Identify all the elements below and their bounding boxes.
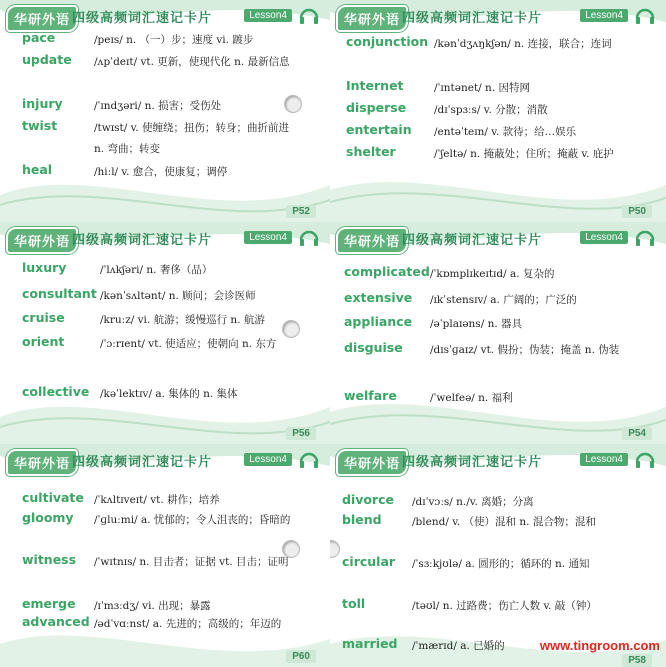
vocab-card-4	[330, 222, 666, 444]
brand-logo: 华研外语	[336, 5, 408, 32]
card-header	[330, 447, 666, 475]
definition: /dɪˈvɔːs/ n./v. 离婚；分离	[412, 496, 534, 508]
watermark: www.tingroom.com	[539, 638, 660, 653]
word: twist	[22, 118, 58, 133]
vocab-card-6	[330, 444, 666, 667]
word: emerge	[22, 596, 76, 611]
word: complicated	[344, 264, 430, 279]
word: married	[342, 636, 398, 651]
headphone-icon	[634, 226, 656, 248]
headphone-icon	[634, 448, 656, 470]
card-title: 四级高频词汇速记卡片	[402, 455, 543, 470]
punch-hole	[284, 95, 302, 113]
definition: /ˈlʌkʃəri/ n. 奢侈（品）	[100, 264, 213, 276]
word: pace	[22, 30, 56, 45]
definition: /ˈsɜːkjʊlə/ a. 圆形的；循环的 n. 通知	[412, 558, 590, 570]
word: collective	[22, 384, 90, 399]
card-header	[0, 3, 330, 31]
word: welfare	[344, 388, 397, 403]
card-header	[330, 3, 666, 31]
word: cruise	[22, 310, 65, 325]
definition: /dɪˈspɜːs/ v. 分散；消散	[434, 104, 548, 116]
word: advanced	[22, 614, 90, 629]
definition: /peɪs/ n. （一）步；速度 vi. 踱步	[94, 34, 254, 46]
definition: /twɪst/ v. 使缠绕；扭伤；转身；曲折前进 n. 弯曲；转变	[94, 122, 289, 155]
brand-logo: 华研外语	[6, 227, 78, 254]
word: injury	[22, 96, 63, 111]
lesson-badge: Lesson4	[244, 453, 292, 466]
page-number: P50	[622, 205, 652, 218]
card-title: 四级高频词汇速记卡片	[402, 233, 543, 248]
card-header	[0, 447, 330, 475]
word: appliance	[344, 314, 413, 329]
definition: /ʌpˈdeɪt/ vt. 更新，使现代化 n. 最新信息	[94, 56, 290, 68]
definition: /təʊl/ n. 过路费；伤亡人数 v. 敲（钟）	[412, 600, 597, 612]
definition: /ɪkˈstensɪv/ a. 广阔的；广泛的	[430, 294, 577, 306]
definition: /kəˈlektɪv/ a. 集体的 n. 集体	[100, 388, 238, 400]
vocab-card-5	[0, 444, 330, 667]
definition: /ˈkʌltɪveɪt/ vt. 耕作；培养	[94, 494, 220, 506]
definition: /ˈwelfeə/ n. 福利	[430, 392, 513, 404]
brand-logo: 华研外语	[6, 5, 78, 32]
page-number: P58	[622, 654, 652, 667]
punch-hole	[282, 540, 300, 558]
card-title: 四级高频词汇速记卡片	[72, 11, 213, 26]
headphone-icon	[298, 448, 320, 470]
definition: /əˈplaɪəns/ n. 器具	[430, 318, 523, 330]
card-header	[330, 225, 666, 253]
definition: /kənˈsʌltənt/ n. 顾问；会诊医师	[100, 290, 256, 302]
definition: /ˈɪndʒəri/ n. 损害；受伤处	[94, 100, 222, 112]
definition: /ɪˈmɜːdʒ/ vi. 出现；暴露	[94, 600, 211, 612]
headphone-icon	[298, 226, 320, 248]
punch-hole	[282, 320, 300, 338]
headphone-icon	[634, 4, 656, 26]
page-number: P52	[286, 205, 316, 218]
card-title: 四级高频词汇速记卡片	[72, 233, 213, 248]
definition: /ˈɡluːmi/ a. 忧郁的；令人沮丧的；昏暗的	[94, 514, 291, 526]
word: luxury	[22, 260, 67, 275]
definition: /entəˈteɪn/ v. 款待；给…娱乐	[434, 126, 577, 138]
word: Internet	[346, 78, 404, 93]
word: disperse	[346, 100, 407, 115]
word: cultivate	[22, 490, 84, 505]
word: conjunction	[346, 34, 429, 49]
card-wave-decoration	[0, 222, 330, 444]
lesson-badge: Lesson4	[580, 9, 628, 22]
word: toll	[342, 596, 366, 611]
definition: /ˈkɒmplɪkeɪtɪd/ a. 复杂的	[430, 268, 555, 280]
lesson-badge: Lesson4	[244, 231, 292, 244]
word: circular	[342, 554, 396, 569]
word: shelter	[346, 144, 396, 159]
definition: /kruːz/ vi. 航游；缓慢巡行 n. 航游	[100, 314, 265, 326]
brand-logo: 华研外语	[336, 227, 408, 254]
word: blend	[342, 512, 382, 527]
definition: /kənˈdʒʌŋkʃən/ n. 连接，联合；连词	[434, 38, 612, 50]
card-header	[0, 225, 330, 253]
word: consultant	[22, 286, 97, 301]
definition: /ədˈvɑːnst/ a. 先进的；高级的；年迈的	[94, 618, 282, 630]
word: update	[22, 52, 72, 67]
page-number: P56	[286, 427, 316, 440]
word: gloomy	[22, 510, 74, 525]
definition: /ˈwɪtnɪs/ n. 目击者；证据 vt. 目击；证明	[94, 556, 289, 568]
card-title: 四级高频词汇速记卡片	[72, 455, 213, 470]
word: heal	[22, 162, 53, 177]
vocab-card-1	[0, 0, 330, 222]
brand-logo: 华研外语	[336, 449, 408, 476]
vocab-card-3	[0, 222, 330, 444]
page-number: P54	[622, 427, 652, 440]
lesson-badge: Lesson4	[244, 9, 292, 22]
headphone-icon	[298, 4, 320, 26]
definition: /ˈɪntənet/ n. 因特网	[434, 82, 530, 94]
definition: /ˈɔːrɪent/ vt. 使适应；使朝向 n. 东方	[100, 338, 277, 350]
word: divorce	[342, 492, 395, 507]
definition: /blend/ v. （使）混和 n. 混合物；混和	[412, 516, 596, 528]
definition: /ˈmærɪd/ a. 已婚的	[412, 640, 505, 652]
definition: /ˈʃeltə/ n. 掩蔽处；住所；掩蔽 v. 庇护	[434, 148, 614, 160]
word: disguise	[344, 340, 403, 355]
lesson-badge: Lesson4	[580, 231, 628, 244]
word: extensive	[344, 290, 413, 305]
lesson-badge: Lesson4	[580, 453, 628, 466]
brand-logo: 华研外语	[6, 449, 78, 476]
vocab-card-2	[330, 0, 666, 222]
word: witness	[22, 552, 77, 567]
page-number: P60	[286, 650, 316, 663]
word: entertain	[346, 122, 412, 137]
definition: /hiːl/ v. 愈合，使康复；调停	[94, 166, 228, 178]
card-title: 四级高频词汇速记卡片	[402, 11, 543, 26]
definition: /dɪsˈɡaɪz/ vt. 假扮；伪装；掩盖 n. 伪装	[430, 344, 620, 356]
word: orient	[22, 334, 65, 349]
